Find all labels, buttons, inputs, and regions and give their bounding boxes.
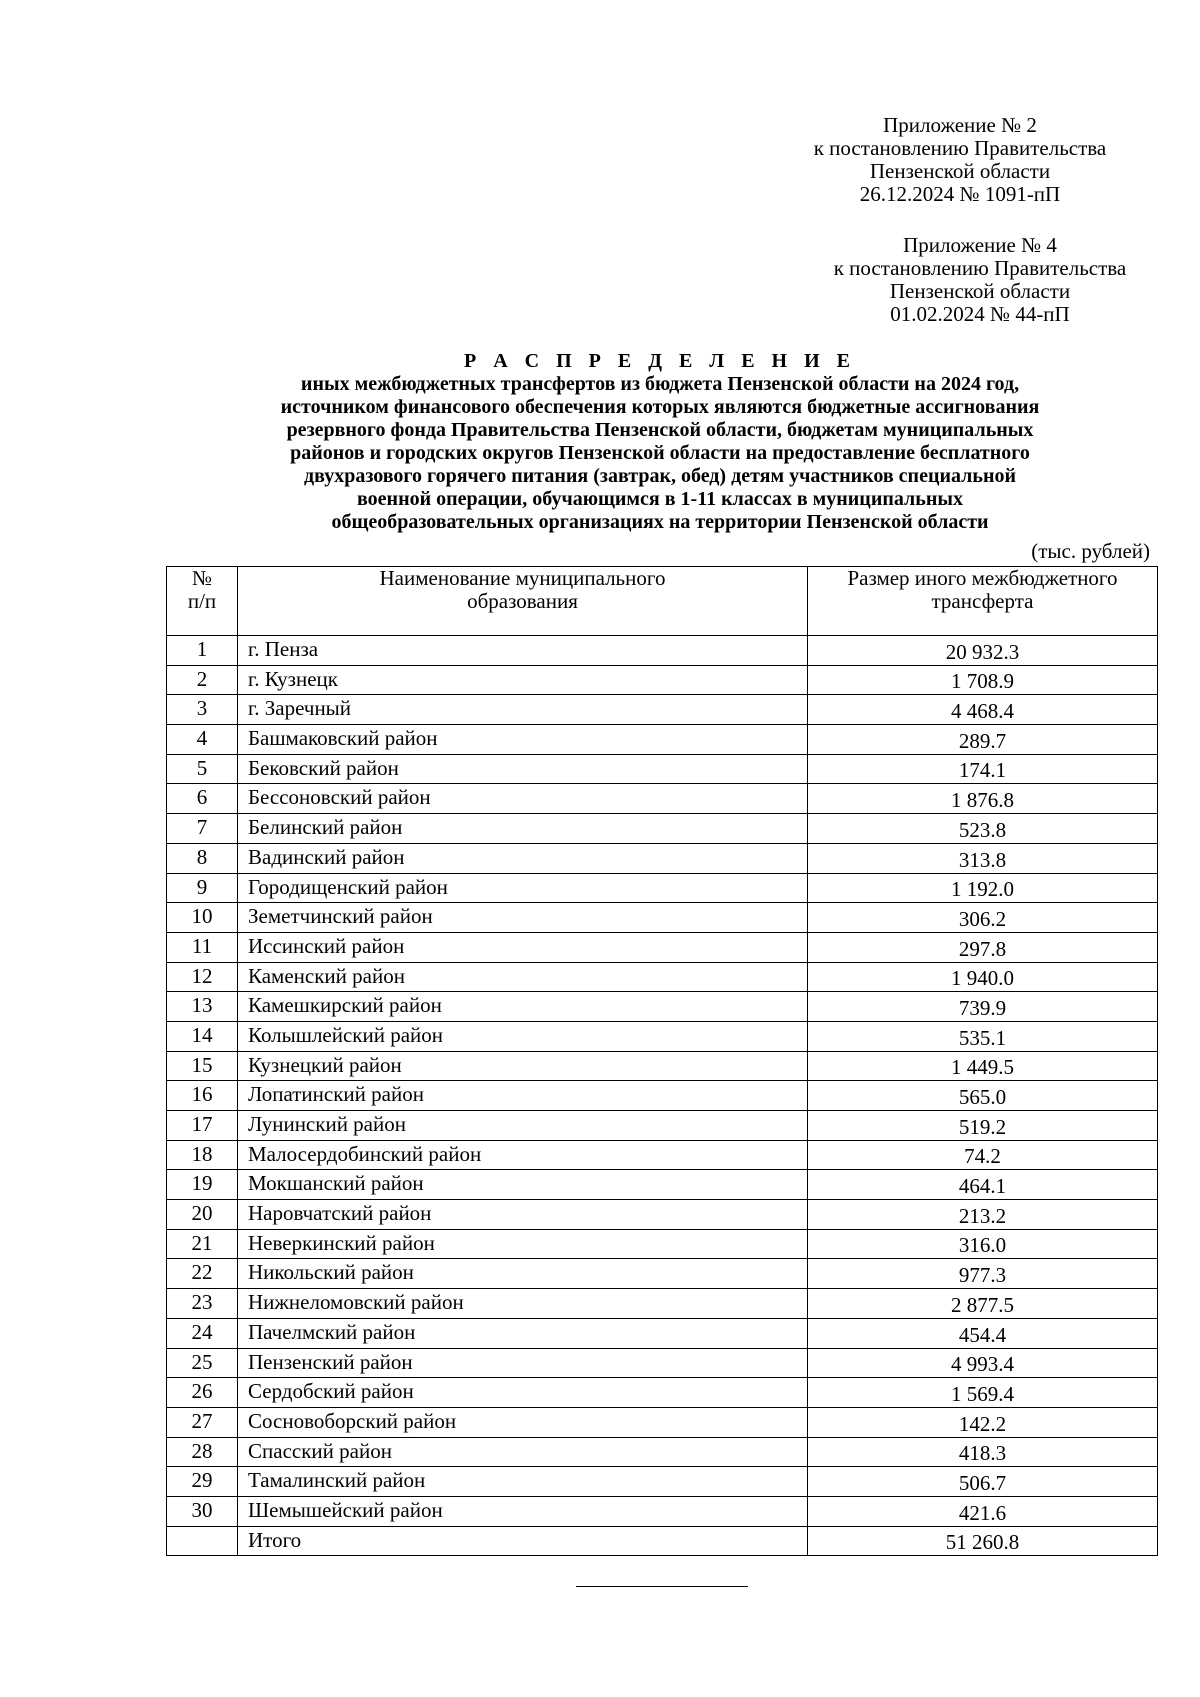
- row-transfer-value: 1 192.0: [808, 873, 1158, 903]
- table-row: [167, 1111, 1158, 1141]
- row-transfer-value: 739.9: [808, 992, 1158, 1022]
- row-municipality-name: г. Заречный: [238, 695, 808, 725]
- row-municipality-name: Камешкирский район: [238, 992, 808, 1022]
- table-row: [167, 695, 1158, 725]
- table-row: [167, 1348, 1158, 1378]
- row-transfer-value: 306.2: [808, 903, 1158, 933]
- row-number: 20: [167, 1200, 238, 1230]
- row-number: 26: [167, 1378, 238, 1408]
- appendix-4-block: [780, 234, 1180, 326]
- row-transfer-value: 289.7: [808, 725, 1158, 755]
- row-number: 7: [167, 814, 238, 844]
- units-label: (тыс. рублей): [1031, 539, 1150, 563]
- appendix-4-line-1: Приложение № 4: [903, 233, 1057, 257]
- row-transfer-value: 1 876.8: [808, 784, 1158, 814]
- appendix-2-line-4: 26.12.2024 № 1091-пП: [859, 182, 1061, 206]
- title-line: двухразового горячего питания (завтрак, обед) детям участников специальной: [303, 465, 1017, 487]
- row-number: 2: [167, 665, 238, 695]
- appendix-4-line-3: Пензенской области: [889, 279, 1071, 303]
- table-row: [167, 1200, 1158, 1230]
- table-header-row: [167, 567, 1158, 636]
- row-municipality-name: Лопатинский район: [238, 1081, 808, 1111]
- table-row: [167, 1318, 1158, 1348]
- row-municipality-name: Белинский район: [238, 814, 808, 844]
- row-municipality-name: Городищенский район: [238, 873, 808, 903]
- table-body: [167, 636, 1158, 1556]
- table-row: [167, 1378, 1158, 1408]
- row-municipality-name: Наровчатский район: [238, 1200, 808, 1230]
- row-number: 29: [167, 1467, 238, 1497]
- document-title: [160, 350, 1160, 534]
- row-number: [167, 1526, 238, 1556]
- header-value-line-1: Размер иного межбюджетного: [847, 566, 1118, 590]
- row-number: 8: [167, 843, 238, 873]
- row-municipality-name: Кузнецкий район: [238, 1051, 808, 1081]
- row-transfer-value: 4 993.4: [808, 1348, 1158, 1378]
- row-transfer-value: 1 449.5: [808, 1051, 1158, 1081]
- row-transfer-value: 523.8: [808, 814, 1158, 844]
- appendix-4-line-4: 01.02.2024 № 44-пП: [890, 302, 1070, 326]
- row-number: 13: [167, 992, 238, 1022]
- table-row: [167, 932, 1158, 962]
- row-number: 21: [167, 1229, 238, 1259]
- table-row: [167, 992, 1158, 1022]
- row-number: 17: [167, 1111, 238, 1141]
- table-row: [167, 1021, 1158, 1051]
- row-municipality-name: Никольский район: [238, 1259, 808, 1289]
- row-transfer-value: 142.2: [808, 1407, 1158, 1437]
- table-row: [167, 1051, 1158, 1081]
- table-row: [167, 1496, 1158, 1526]
- row-number: 14: [167, 1021, 238, 1051]
- row-transfer-value: 213.2: [808, 1200, 1158, 1230]
- row-transfer-value: 1 569.4: [808, 1378, 1158, 1408]
- header-value: [808, 567, 1158, 636]
- row-municipality-name: Итого: [238, 1526, 808, 1556]
- table-row: [167, 725, 1158, 755]
- table-row: [167, 1467, 1158, 1497]
- row-municipality-name: Пачелмский район: [238, 1318, 808, 1348]
- row-transfer-value: 20 932.3: [808, 636, 1158, 666]
- end-separator-line: [576, 1586, 748, 1587]
- table-row: [167, 636, 1158, 666]
- row-transfer-value: 316.0: [808, 1229, 1158, 1259]
- row-municipality-name: Шемышейский район: [238, 1496, 808, 1526]
- row-municipality-name: Неверкинский район: [238, 1229, 808, 1259]
- row-number: 4: [167, 725, 238, 755]
- row-municipality-name: Сердобский район: [238, 1378, 808, 1408]
- title-line: общеобразовательных организациях на территории Пензенской области: [331, 511, 989, 533]
- row-municipality-name: Пензенский район: [238, 1348, 808, 1378]
- table-row: [167, 903, 1158, 933]
- table-row: [167, 1259, 1158, 1289]
- row-number: 30: [167, 1496, 238, 1526]
- table-row: [167, 1437, 1158, 1467]
- row-municipality-name: Лунинский район: [238, 1111, 808, 1141]
- row-transfer-value: 51 260.8: [808, 1526, 1158, 1556]
- row-number: 22: [167, 1259, 238, 1289]
- row-municipality-name: г. Кузнецк: [238, 665, 808, 695]
- title-line: районов и городских округов Пензенской области на предоставление бесплатного: [290, 442, 1030, 464]
- appendix-2-line-3: Пензенской области: [869, 159, 1051, 183]
- appendix-2-line-1: Приложение № 2: [883, 113, 1037, 137]
- row-number: 16: [167, 1081, 238, 1111]
- row-transfer-value: 2 877.5: [808, 1289, 1158, 1319]
- row-municipality-name: Бессоновский район: [238, 784, 808, 814]
- row-municipality-name: Тамалинский район: [238, 1467, 808, 1497]
- appendix-2-block: [760, 114, 1160, 206]
- row-transfer-value: 1 940.0: [808, 962, 1158, 992]
- table-row: [167, 843, 1158, 873]
- title-heading: Р А С П Р Е Д Е Л Е Н И Е: [463, 350, 856, 372]
- title-line: военной операции, обучающимся в 1-11 классах в муниципальных: [357, 488, 963, 510]
- header-name-line-2: образования: [467, 589, 578, 613]
- row-transfer-value: 565.0: [808, 1081, 1158, 1111]
- row-municipality-name: Вадинский район: [238, 843, 808, 873]
- table-row: [167, 1081, 1158, 1111]
- distribution-table: [166, 566, 1158, 1556]
- row-number: 1: [167, 636, 238, 666]
- table-row: [167, 1407, 1158, 1437]
- row-number: 11: [167, 932, 238, 962]
- row-municipality-name: Колышлейский район: [238, 1021, 808, 1051]
- row-municipality-name: Земетчинский район: [238, 903, 808, 933]
- row-transfer-value: 418.3: [808, 1437, 1158, 1467]
- row-transfer-value: 174.1: [808, 754, 1158, 784]
- row-number: 3: [167, 695, 238, 725]
- header-num-line-1: №: [191, 566, 213, 590]
- table-row: [167, 814, 1158, 844]
- table-row: [167, 1289, 1158, 1319]
- row-number: 23: [167, 1289, 238, 1319]
- row-municipality-name: Сосновоборский район: [238, 1407, 808, 1437]
- title-line: иных межбюджетных трансфертов из бюджета Пензенской области на 2024 год,: [300, 373, 1020, 395]
- header-name-line-1: Наименование муниципального: [379, 566, 666, 590]
- row-number: 10: [167, 903, 238, 933]
- table-row: [167, 962, 1158, 992]
- row-number: 5: [167, 754, 238, 784]
- row-transfer-value: 313.8: [808, 843, 1158, 873]
- row-transfer-value: 519.2: [808, 1111, 1158, 1141]
- row-transfer-value: 506.7: [808, 1467, 1158, 1497]
- title-line: источником финансового обеспечения которых являются бюджетные ассигнования: [280, 396, 1040, 418]
- table-total-row: [167, 1526, 1158, 1556]
- row-number: 27: [167, 1407, 238, 1437]
- row-transfer-value: 421.6: [808, 1496, 1158, 1526]
- header-num: [167, 567, 238, 636]
- row-municipality-name: Иссинский район: [238, 932, 808, 962]
- row-transfer-value: 464.1: [808, 1170, 1158, 1200]
- row-number: 24: [167, 1318, 238, 1348]
- row-transfer-value: 1 708.9: [808, 665, 1158, 695]
- row-municipality-name: Бековский район: [238, 754, 808, 784]
- header-num-line-2: п/п: [187, 589, 217, 613]
- table-row: [167, 1170, 1158, 1200]
- row-municipality-name: Мокшанский район: [238, 1170, 808, 1200]
- row-number: 18: [167, 1140, 238, 1170]
- row-transfer-value: 4 468.4: [808, 695, 1158, 725]
- header-value-line-2: трансферта: [931, 589, 1034, 613]
- table-row: [167, 784, 1158, 814]
- row-number: 12: [167, 962, 238, 992]
- row-transfer-value: 297.8: [808, 932, 1158, 962]
- row-municipality-name: г. Пенза: [238, 636, 808, 666]
- table-row: [167, 873, 1158, 903]
- row-municipality-name: Малосердобинский район: [238, 1140, 808, 1170]
- row-number: 28: [167, 1437, 238, 1467]
- row-transfer-value: 454.4: [808, 1318, 1158, 1348]
- table-row: [167, 1140, 1158, 1170]
- header-name: [238, 567, 808, 636]
- table-row: [167, 665, 1158, 695]
- row-number: 25: [167, 1348, 238, 1378]
- row-transfer-value: 535.1: [808, 1021, 1158, 1051]
- row-number: 15: [167, 1051, 238, 1081]
- table-row: [167, 1229, 1158, 1259]
- table-row: [167, 754, 1158, 784]
- appendix-4-line-2: к постановлению Правительства: [833, 256, 1127, 280]
- row-transfer-value: 977.3: [808, 1259, 1158, 1289]
- row-municipality-name: Башмаковский район: [238, 725, 808, 755]
- row-number: 9: [167, 873, 238, 903]
- row-transfer-value: 74.2: [808, 1140, 1158, 1170]
- row-municipality-name: Каменский район: [238, 962, 808, 992]
- row-municipality-name: Нижнеломовский район: [238, 1289, 808, 1319]
- row-number: 19: [167, 1170, 238, 1200]
- row-municipality-name: Спасский район: [238, 1437, 808, 1467]
- title-line: резервного фонда Правительства Пензенской области, бюджетам муниципальных: [286, 419, 1034, 441]
- row-number: 6: [167, 784, 238, 814]
- appendix-2-line-2: к постановлению Правительства: [813, 136, 1107, 160]
